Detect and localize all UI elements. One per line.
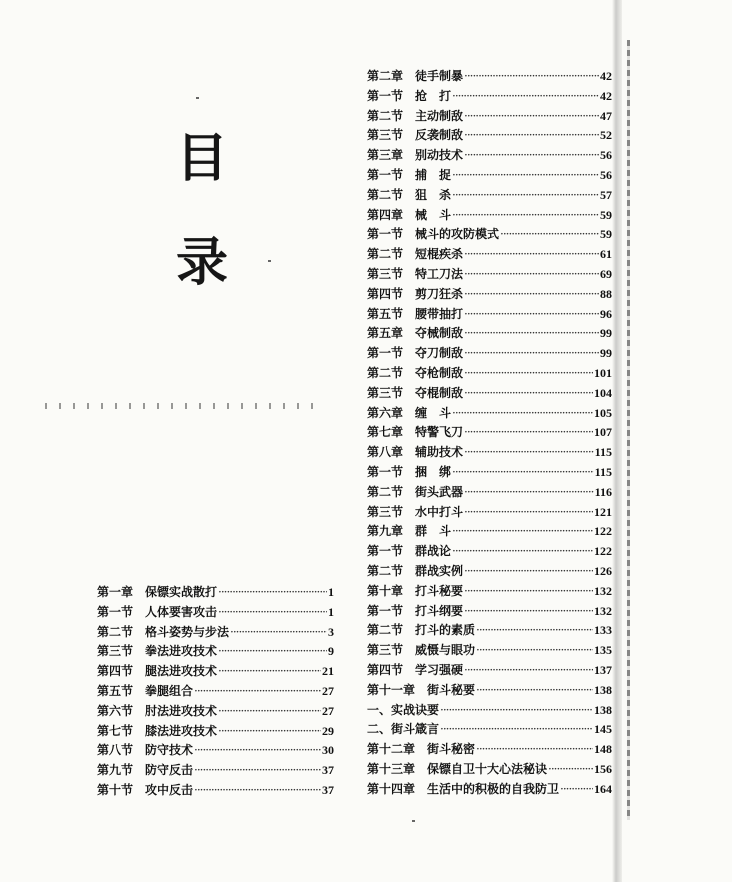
toc-entry-label: 第五节 腰带抽打	[367, 306, 464, 321]
toc-dot-leader	[464, 364, 593, 384]
toc-entry-page: 56	[600, 167, 612, 182]
toc-left-column	[97, 583, 334, 801]
toc-entry-label: 第十四章 生活中的积极的自我防卫	[367, 781, 560, 796]
toc-entry-page: 37	[322, 782, 334, 797]
toc-entry-page: 145	[594, 722, 612, 737]
toc-dot-leader	[218, 583, 327, 603]
toc-entry-page: 126	[594, 563, 612, 578]
toc-entry-label: 第二节 群战实例	[367, 563, 464, 578]
toc-entry	[367, 206, 612, 226]
toc-entry	[97, 642, 334, 662]
toc-entry-label: 第一节 群战论	[367, 544, 452, 559]
toc-entry	[367, 681, 612, 701]
toc-dot-leader	[464, 503, 593, 523]
toc-entry-label: 第三节 威慑与眼功	[367, 643, 476, 658]
toc-entry-page: 148	[594, 742, 612, 757]
toc-entry-label: 第三节 反袭制敌	[367, 128, 464, 143]
toc-dot-leader	[452, 166, 599, 186]
toc-entry	[367, 661, 612, 681]
toc-entry-page: 138	[594, 682, 612, 697]
toc-entry-page: 132	[594, 603, 612, 618]
toc-entry	[97, 781, 334, 801]
toc-entry-page: 27	[322, 703, 334, 718]
toc-entry-label: 第十节 攻中反击	[97, 782, 194, 797]
toc-entry-label: 第一节 夺刀制敌	[367, 346, 464, 361]
toc-entry-page: 99	[600, 346, 612, 361]
toc-entry-label: 第一节 抢 打	[367, 88, 452, 103]
scan-binding-marks	[627, 40, 630, 820]
toc-entry	[367, 404, 612, 424]
toc-dot-leader	[452, 186, 599, 206]
toc-entry	[367, 364, 612, 384]
toc-entry-label: 第三节 水中打斗	[367, 504, 464, 519]
toc-entry-page: 164	[594, 781, 612, 796]
toc-entry-page: 101	[594, 365, 612, 380]
toc-entry	[367, 602, 612, 622]
toc-dot-leader	[230, 623, 327, 643]
toc-entry-page: 9	[328, 644, 334, 659]
toc-entry	[367, 701, 612, 721]
toc-entry	[97, 603, 334, 623]
toc-dot-leader	[500, 225, 599, 245]
toc-entry-page: 30	[322, 743, 334, 758]
toc-dot-leader	[464, 344, 599, 364]
toc-entry-page: 61	[600, 247, 612, 262]
toc-entry	[367, 562, 612, 582]
toc-dot-leader	[464, 483, 594, 503]
toc-entry	[367, 780, 612, 800]
toc-entry-page: 116	[594, 484, 612, 499]
toc-dot-leader	[218, 603, 327, 623]
toc-entry-label: 第九节 防守反击	[97, 763, 194, 778]
toc-entry	[367, 542, 612, 562]
toc-entry-label: 第五节 拳腿组合	[97, 683, 194, 698]
toc-dot-leader	[464, 285, 599, 305]
toc-entry	[367, 344, 612, 364]
toc-entry	[367, 503, 612, 523]
toc-entry-label: 第一节 械斗的攻防模式	[367, 227, 500, 242]
toc-dot-leader	[548, 760, 593, 780]
toc-entry-page: 107	[594, 425, 612, 440]
toc-entry-page: 122	[594, 544, 612, 559]
toc-dot-leader	[476, 641, 593, 661]
toc-entry	[367, 225, 612, 245]
toc-entry-label: 第三节 特工刀法	[367, 266, 464, 281]
toc-entry-label: 第二章 徒手制暴	[367, 69, 464, 83]
toc-entry-label: 第二节 狙 杀	[367, 187, 452, 202]
toc-entry	[97, 702, 334, 722]
toc-entry	[367, 740, 612, 760]
toc-entry-page: 57	[600, 187, 612, 202]
title-char-mu: 目	[176, 128, 229, 189]
toc-entry-label: 第一节 捕 捉	[367, 167, 452, 182]
toc-entry	[367, 285, 612, 305]
toc-entry	[367, 146, 612, 166]
toc-entry	[97, 761, 334, 781]
toc-entry	[367, 107, 612, 127]
toc-entry-page: 132	[594, 583, 612, 598]
toc-entry-label: 第一章 保镖实战散打	[97, 585, 218, 599]
toc-entry	[367, 166, 612, 186]
toc-dot-leader	[452, 463, 594, 483]
scan-speck	[412, 820, 415, 822]
scan-speck	[196, 97, 199, 99]
toc-entry-label: 第十二章 街斗秘密	[367, 742, 476, 757]
toc-right-column	[367, 67, 612, 799]
toc-entry-page: 135	[594, 643, 612, 658]
toc-entry-label: 第九章 群 斗	[367, 524, 452, 539]
toc-dot-leader	[452, 206, 599, 226]
toc-dot-leader	[476, 740, 593, 760]
toc-entry-label: 第二节 短棍疾杀	[367, 247, 464, 262]
toc-entry	[97, 662, 334, 682]
toc-entry	[367, 384, 612, 404]
toc-entry	[367, 720, 612, 740]
toc-entry-page: 1	[328, 585, 334, 599]
toc-dot-leader	[464, 582, 593, 602]
toc-entry-page: 88	[600, 286, 612, 301]
toc-dot-leader	[452, 87, 599, 107]
toc-dot-leader	[464, 443, 594, 463]
toc-entry	[367, 483, 612, 503]
toc-entry-label: 第三章 别动技术	[367, 148, 464, 163]
toc-entry	[367, 305, 612, 325]
toc-entry-label: 第二节 打斗的素质	[367, 623, 476, 638]
toc-entry-page: 133	[594, 623, 612, 638]
toc-entry-label: 第六章 缠 斗	[367, 405, 452, 420]
scan-speck	[268, 260, 271, 262]
toc-entry	[367, 324, 612, 344]
toc-entry	[97, 623, 334, 643]
toc-dot-leader	[464, 305, 599, 325]
toc-dot-leader	[218, 722, 321, 742]
toc-entry	[367, 126, 612, 146]
toc-entry-label: 一、实战诀要	[367, 702, 440, 717]
toc-entry-page: 96	[600, 306, 612, 321]
toc-entry-label: 第一节 捆 绑	[367, 464, 452, 479]
toc-entry-label: 第十三章 保镖自卫十大心法秘诀	[367, 761, 548, 776]
toc-entry-label: 第八章 辅助技术	[367, 445, 464, 460]
toc-dot-leader	[464, 265, 599, 285]
toc-dot-leader	[464, 146, 599, 166]
toc-entry-page: 69	[600, 266, 612, 281]
toc-entry-label: 第二节 街头武器	[367, 484, 464, 499]
toc-dot-leader	[464, 661, 593, 681]
toc-entry	[367, 87, 612, 107]
toc-entry-page: 138	[594, 702, 612, 717]
toc-entry-label: 第三节 拳法进攻技术	[97, 644, 218, 659]
toc-entry-label: 第三节 夺棍制敌	[367, 385, 464, 400]
toc-entry-label: 第四节 腿法进攻技术	[97, 664, 218, 679]
scan-speck-row	[45, 403, 315, 409]
toc-dot-leader	[452, 404, 593, 424]
toc-entry-page: 3	[328, 624, 334, 639]
toc-entry	[367, 463, 612, 483]
toc-entry-label: 第四节 学习强硬	[367, 662, 464, 677]
toc-dot-leader	[218, 662, 321, 682]
toc-entry-label: 第八节 防守技术	[97, 743, 194, 758]
toc-entry-page: 42	[600, 69, 612, 83]
toc-entry-label: 第一节 人体要害攻击	[97, 604, 218, 619]
toc-dot-leader	[218, 642, 327, 662]
toc-entry-page: 104	[594, 385, 612, 400]
toc-dot-leader	[464, 562, 593, 582]
toc-entry-page: 37	[322, 763, 334, 778]
toc-entry	[367, 186, 612, 206]
toc-entry-label: 第五章 夺械制敌	[367, 326, 464, 341]
toc-entry-label: 第一节 打斗纲要	[367, 603, 464, 618]
toc-entry-page: 105	[594, 405, 612, 420]
toc-dot-leader	[464, 126, 599, 146]
toc-dot-leader	[560, 780, 593, 800]
toc-dot-leader	[440, 701, 593, 721]
scan-edge-shadow	[612, 0, 622, 882]
toc-entry-label: 二、街斗箴言	[367, 722, 440, 737]
toc-dot-leader	[218, 702, 321, 722]
toc-entry-page: 42	[600, 88, 612, 103]
toc-dot-leader	[440, 720, 593, 740]
toc-entry	[97, 722, 334, 742]
toc-entry	[367, 760, 612, 780]
toc-entry-label: 第四节 剪刀狂杀	[367, 286, 464, 301]
toc-entry-label: 第二节 主动制敌	[367, 108, 464, 123]
toc-dot-leader	[476, 621, 593, 641]
toc-entry	[367, 423, 612, 443]
toc-dot-leader	[464, 67, 599, 87]
toc-dot-leader	[452, 542, 593, 562]
toc-entry-page: 21	[322, 664, 334, 679]
toc-dot-leader	[464, 107, 599, 127]
toc-entry-page: 121	[594, 504, 612, 519]
toc-dot-leader	[452, 522, 593, 542]
toc-dot-leader	[194, 682, 321, 702]
toc-entry-label: 第七节 膝法进攻技术	[97, 723, 218, 738]
toc-entry-label: 第十章 打斗秘要	[367, 583, 464, 598]
toc-entry	[367, 621, 612, 641]
toc-entry-page: 27	[322, 683, 334, 698]
toc-dot-leader	[464, 423, 593, 443]
toc-entry-page: 115	[594, 464, 612, 479]
toc-entry-label: 第二节 格斗姿势与步法	[97, 624, 230, 639]
toc-entry	[97, 741, 334, 761]
toc-entry-page: 56	[600, 148, 612, 163]
toc-entry	[367, 582, 612, 602]
toc-entry	[367, 67, 612, 87]
toc-entry	[367, 443, 612, 463]
toc-entry-label: 第十一章 街斗秘要	[367, 682, 476, 697]
toc-entry-page: 1	[328, 604, 334, 619]
toc-entry-page: 59	[600, 207, 612, 222]
toc-dot-leader	[464, 324, 599, 344]
toc-entry	[367, 522, 612, 542]
toc-entry-page: 29	[322, 723, 334, 738]
toc-entry-page: 59	[600, 227, 612, 242]
toc-dot-leader	[194, 761, 321, 781]
title-char-lu: 录	[176, 232, 229, 293]
toc-entry-label: 第七章 特警飞刀	[367, 425, 464, 440]
toc-dot-leader	[194, 781, 321, 801]
toc-entry-page: 99	[600, 326, 612, 341]
toc-entry	[367, 245, 612, 265]
toc-dot-leader	[476, 681, 593, 701]
toc-dot-leader	[464, 602, 593, 622]
toc-entry-page: 52	[600, 128, 612, 143]
toc-entry-page: 47	[600, 108, 612, 123]
toc-dot-leader	[194, 741, 321, 761]
toc-entry-label: 第四章 械 斗	[367, 207, 452, 222]
toc-entry-label: 第二节 夺枪制敌	[367, 365, 464, 380]
toc-entry-page: 122	[594, 524, 612, 539]
toc-entry-label: 第六节 肘法进攻技术	[97, 703, 218, 718]
toc-entry-page: 115	[594, 445, 612, 460]
toc-entry	[97, 583, 334, 603]
toc-entry-page: 137	[594, 662, 612, 677]
toc-dot-leader	[464, 245, 599, 265]
toc-entry	[367, 641, 612, 661]
toc-entry	[97, 682, 334, 702]
toc-entry-page: 156	[594, 761, 612, 776]
toc-dot-leader	[464, 384, 593, 404]
toc-entry	[367, 265, 612, 285]
